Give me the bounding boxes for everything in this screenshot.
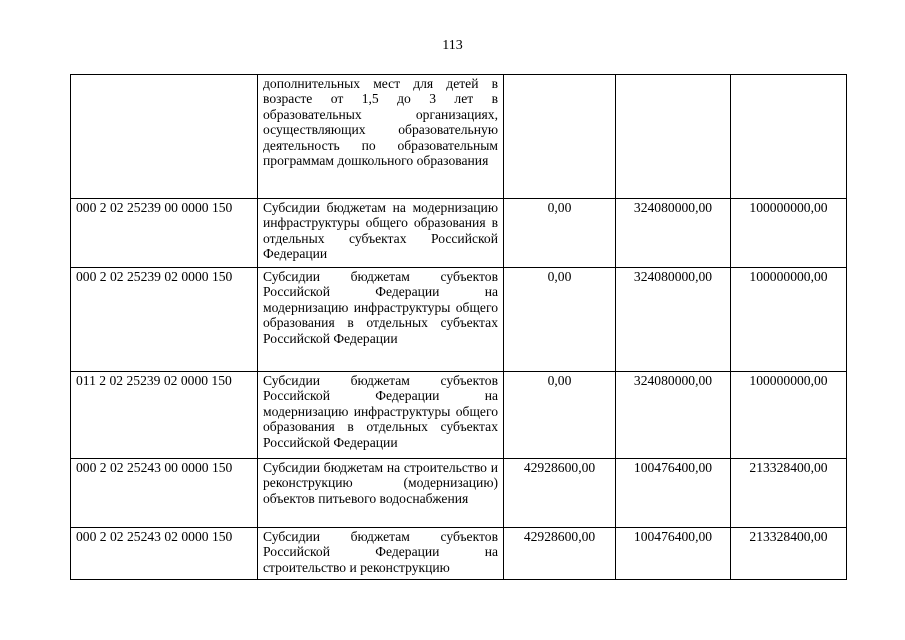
table-row: [71, 459, 847, 528]
budget-code-cell: 000 2 02 25239 02 0000 150: [71, 268, 258, 372]
description-text: дополнительных мест для детей в возрасте от 1,5 до 3 лет в образовательных организациях, осуществляющих образовательную деятельность по образовательным программам дошкольного образования: [263, 76, 498, 169]
description-cell: [258, 199, 504, 268]
value-cell-1: 42928600,00: [504, 528, 616, 580]
description-text: Субсидии бюджетам на строительство и реконструкцию (модернизацию) объектов питьевого водоснабжения: [263, 460, 498, 506]
budget-code-cell: [71, 75, 258, 199]
description-text: Субсидии бюджетам субъектов Российской Федерации на модернизацию инфраструктуры общего образования в отдельных субъектах Российской Федерации: [263, 373, 498, 450]
description-cell: [258, 372, 504, 459]
value-cell-2: 324080000,00: [616, 268, 731, 372]
budget-code-cell: 000 2 02 25239 00 0000 150: [71, 199, 258, 268]
table-row: [71, 372, 847, 459]
table-row: [71, 199, 847, 268]
description-cell: [258, 75, 504, 199]
budget-code-cell: 000 2 02 25243 02 0000 150: [71, 528, 258, 580]
budget-code-cell: 000 2 02 25243 00 0000 150: [71, 459, 258, 528]
page-number: 113: [442, 38, 463, 53]
value-cell-1: 42928600,00: [504, 459, 616, 528]
value-cell-2: [616, 75, 731, 199]
description-text: Субсидии бюджетам субъектов Российской Федерации на строительство и реконструкцию: [263, 529, 498, 575]
description-cell: [258, 528, 504, 580]
budget-code-cell: 011 2 02 25239 02 0000 150: [71, 372, 258, 459]
table-row: [71, 75, 847, 199]
table-row: [71, 528, 847, 580]
value-cell-3: 100000000,00: [731, 268, 847, 372]
description-text: Субсидии бюджетам на модернизацию инфраструктуры общего образования в отдельных субъектах Российской Федерации: [263, 200, 498, 262]
value-cell-3: [731, 75, 847, 199]
value-cell-2: 100476400,00: [616, 459, 731, 528]
value-cell-2: 324080000,00: [616, 199, 731, 268]
value-cell-1: [504, 75, 616, 199]
value-cell-3: 100000000,00: [731, 199, 847, 268]
description-text: Субсидии бюджетам субъектов Российской Федерации на модернизацию инфраструктуры общего образования в отдельных субъектах Российской Федерации: [263, 269, 498, 346]
value-cell-2: 100476400,00: [616, 528, 731, 580]
value-cell-1: 0,00: [504, 199, 616, 268]
value-cell-1: 0,00: [504, 372, 616, 459]
value-cell-2: 324080000,00: [616, 372, 731, 459]
table-row: [71, 268, 847, 372]
description-cell: [258, 268, 504, 372]
budget-table: [70, 74, 847, 580]
value-cell-1: 0,00: [504, 268, 616, 372]
value-cell-3: 213328400,00: [731, 459, 847, 528]
value-cell-3: 213328400,00: [731, 528, 847, 580]
value-cell-3: 100000000,00: [731, 372, 847, 459]
description-cell: [258, 459, 504, 528]
